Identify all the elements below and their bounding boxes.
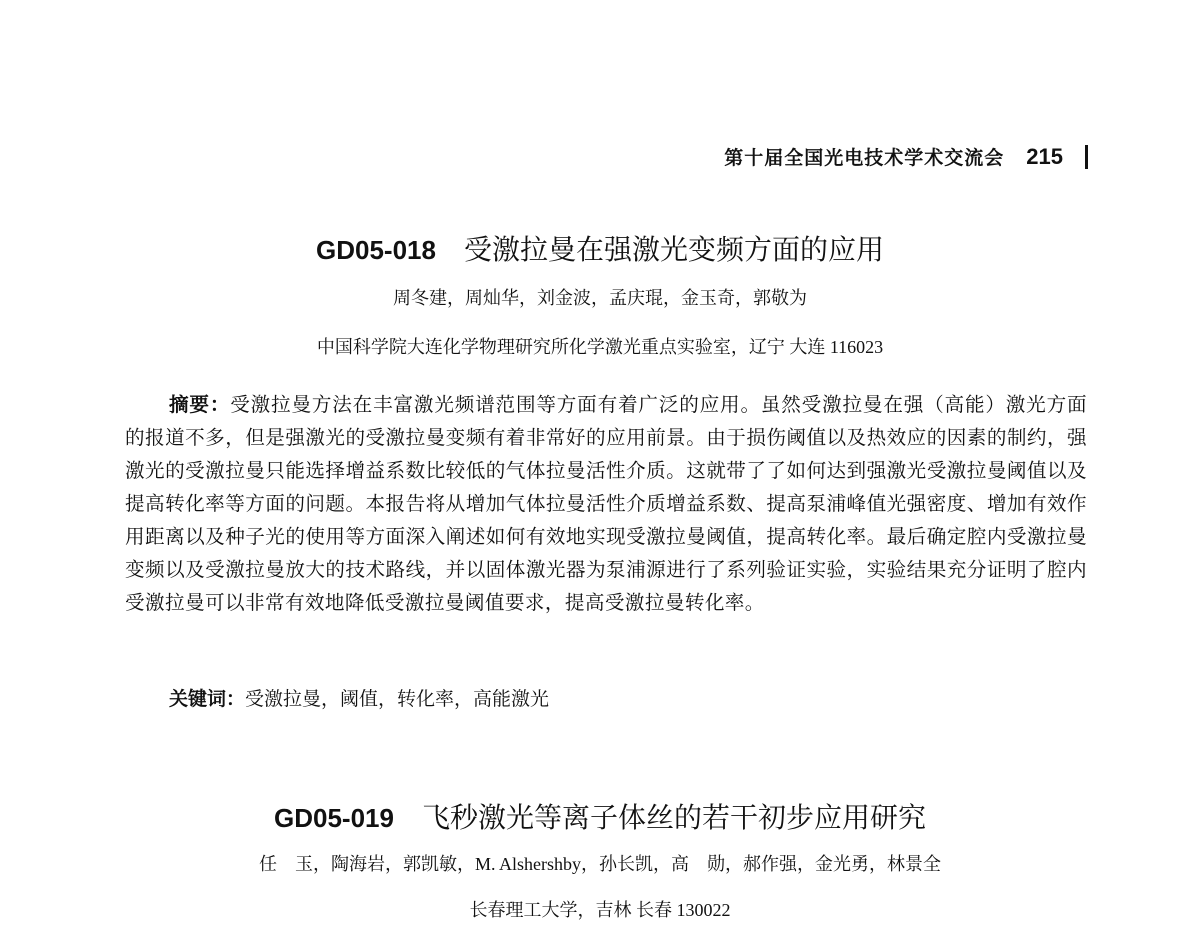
paper1-code: GD05-018: [316, 235, 436, 265]
header-divider: [1085, 145, 1088, 169]
page-header: [724, 143, 1088, 170]
keywords-label: 关键词：: [169, 689, 246, 710]
abstract-text: 受激拉曼方法在丰富激光频谱范围等方面有着广泛的应用。虽然受激拉曼在强（高能）激光方面的报道不多，但是强激光的受激拉曼变频有着非常好的应用前景。由于损伤阈值以及热效应的因素的制约，强激光的受激拉曼只能选择增益系数比较低的气体拉曼活性介质。这就带了了如何达到强激光受激拉曼阈值以及提高转化率等方面的问题。本报告将从增加气体拉曼活性介质增益系数、提高泵浦峰值光强密度、增加有效作用距离以及种子光的使用等方面深入阐述如何有效地实现受激拉曼阈值，提高转化率。最后确定腔内受激拉曼变频以及受激拉曼放大的技术路线，并以固体激光器为泵浦源进行了系列验证实验，实验结果充分证明了腔内受激拉曼可以非常有效地降低受激拉曼阈值要求，提高受激拉曼转化率。: [125, 395, 1087, 614]
paper1-title-text: 受激拉曼在强激光变频方面的应用: [463, 235, 884, 266]
paper2-title: [0, 796, 1200, 836]
paper1-keywords: [169, 684, 549, 711]
page-number: 215: [1026, 143, 1063, 169]
paper1-affiliation: 中国科学院大连化学物理研究所化学激光重点实验室，辽宁 大连 116023: [316, 337, 884, 357]
conference-name: 第十届全国光电技术学术交流会: [724, 148, 1005, 169]
paper2-code: GD05-019: [274, 803, 394, 833]
paper2-affiliation: 长春理工大学，吉林 长春 130022: [469, 900, 731, 920]
abstract-label: 摘要：: [169, 395, 231, 416]
paper2-title-text: 飞秒激光等离子体丝的若干初步应用研究: [421, 803, 926, 834]
paper1-abstract: [125, 389, 1087, 620]
paper1-authors: 周冬建，周灿华，刘金波，孟庆琨，金玉奇，郭敬为: [393, 288, 807, 308]
paper1-title: [0, 228, 1200, 268]
keywords-text: 受激拉曼，阈值，转化率，高能激光: [245, 689, 550, 710]
paper2-authors: 任 玉，陶海岩，郭凯敏，M. Alshershby，孙长凯，高 勋，郝作强，金光勇，林景全: [258, 854, 941, 874]
